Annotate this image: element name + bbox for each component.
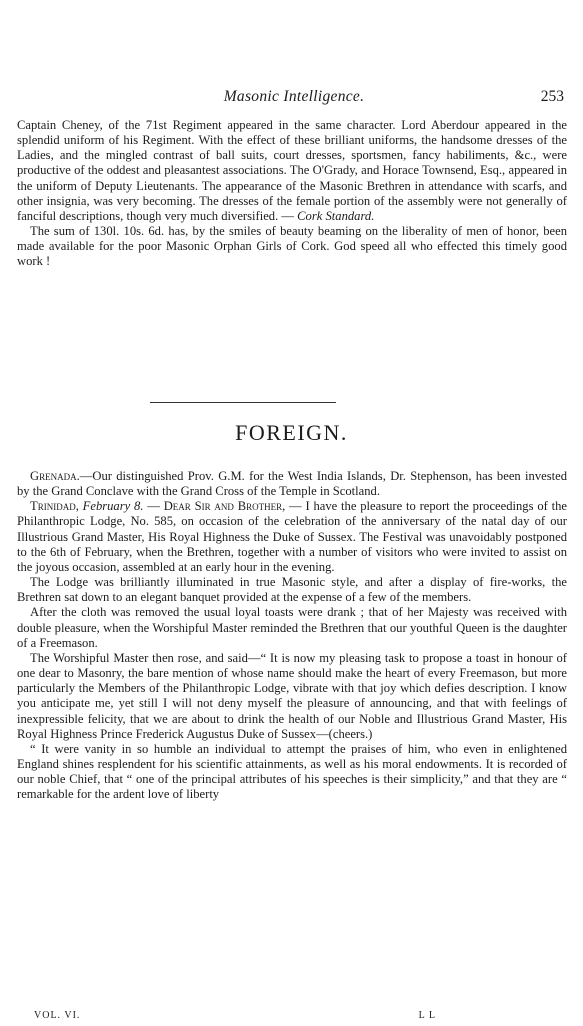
paragraph-lodge: The Lodge was brilliantly illuminated in true Masonic style, and after a display of fire-works, the Brethren sat down to an elegant banquet provided at the expense of a few of the members. (17, 575, 567, 605)
paragraph-trinidad (17, 499, 567, 575)
page-footer (34, 1010, 554, 1024)
paragraph-text: —Our distinguished Prov. G.M. for the West India Islands, Dr. Stephenson, has been invested by the Grand Conclave with the Grand Cross of the Temple in Scotland. (17, 469, 567, 499)
running-title: Masonic Intelligence. (223, 88, 365, 105)
signature-mark: L L (418, 1010, 436, 1021)
top-section (17, 118, 567, 270)
foreign-section (17, 469, 567, 802)
place-label: Grenada. (30, 469, 80, 483)
running-head (20, 88, 568, 110)
paragraph-cork-ball (17, 118, 567, 224)
place-label: Trinidad, (30, 499, 79, 514)
paragraph-text: Captain Cheney, of the 71st Regiment appeared in the same character. Lord Aberdour appeared in the splendid uniform of his Regiment. With the effect of these brilliant uniforms, the handsome dresses of the Ladies, and the mingled contrast of ball suits, court dresses, sportsmen, fancy habiliments, &c., were productive of the oddest and pleasantest associations. The O'Grady, and Horace Townsend, Esq., appeared in the uniform of Deputy Lieutenants. The appearance of the Masonic Brethren in attendance with scarfs, and other insignia, was very becoming. The dresses of the female portion of the assembly were not generally of fanciful descriptions, though very much diversified. — (17, 118, 567, 223)
paragraph-toast: The Worshipful Master then rose, and said—“ It is now my pleasing task to propose a toast in honour of one dear to Masonry, the bare mention of whose name should make the heart of every Freemason, but more particularly the Members of the Philanthropic Lodge, vibrate with that joy which defies description. I know you anticipate me, yet still I will not deny myself the pleasure of announcing, and that with feelings of inexpressible felicity, that we are about to drink the health of our Noble and Illustrious Grand Master, His Royal Highness Prince Frederick Augustus Duke of Sussex—(cheers.) (17, 650, 567, 741)
salutation: — Dear Sir and Brother, — (147, 499, 302, 514)
paragraph-vanity: “ It were vanity in so humble an individual to attempt the praises of him, who even in enlightened England shines resplendent for his scientific attainments, as well as his moral endowments. It is recorded of our noble Chief, that “ one of the principal attributes of his speeches is their simplicity,” and that they are “ remarkable for the ardent love of liberty (17, 741, 567, 802)
source-citation: Cork Standard. (297, 208, 375, 223)
paragraph-cloth-removed: After the cloth was removed the usual loyal toasts were drank ; that of her Majesty was received with double pleasure, when the Worshipful Master reminded the Brethren that our youthful Queen is the daughter of a Freemason. (17, 605, 567, 650)
page-number: 253 (540, 88, 564, 105)
paragraph-text: I have the pleasure to report the proceedings of the Philanthropic Lodge, No. 585, on occasion of the celebration of the anniversary of the natal day of our Illustrious Grand Master, His Royal Highness the Duke of Sussex. The Festival was unavoidably postponed to the 6th of February, when the Brethren, together with a number of visitors who were invited to assist on the joyous occasion, assembled at an early hour in the evening. (17, 499, 567, 574)
section-divider (150, 402, 336, 403)
paragraph-orphan-girls: The sum of 130l. 10s. 6d. has, by the smiles of beauty beaming on the liberality of men of honor, been made available for the poor Masonic Orphan Girls of Cork. God speed all who effected this timely good work ! (17, 224, 567, 269)
section-heading: FOREIGN. (235, 420, 348, 445)
paragraph-grenada (17, 469, 567, 499)
volume-label: VOL. VI. (34, 1010, 81, 1021)
dateline: February 8. (82, 499, 144, 514)
